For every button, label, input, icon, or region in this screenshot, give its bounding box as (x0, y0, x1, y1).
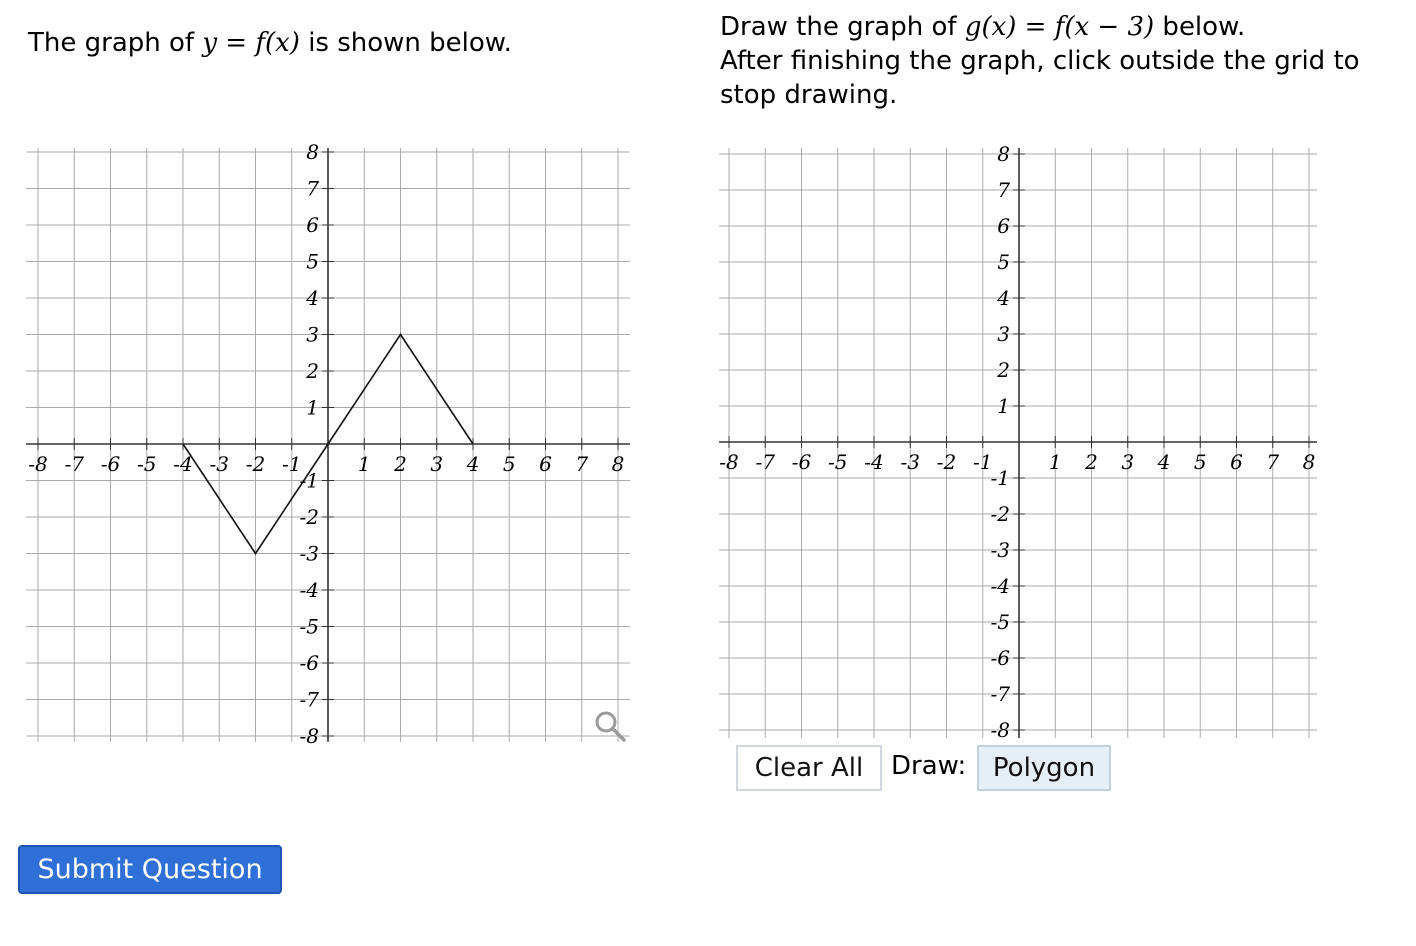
clear-all-button[interactable]: Clear All (736, 745, 882, 791)
left-graph-x-tick-label: -5 (137, 452, 157, 476)
right-graph-x-tick-label: 4 (1157, 450, 1171, 474)
right-graph-x-tick-label: 3 (1121, 450, 1135, 474)
right-graph-y-tick-label: -5 (990, 610, 1010, 634)
right-prompt-fx: f(x − 3) (1054, 12, 1155, 42)
right-prompt-gx: g(x) (964, 12, 1017, 42)
right-graph-y-tick-label: -8 (990, 718, 1010, 742)
right-graph-y-tick-label: -7 (990, 682, 1010, 706)
right-graph-x-tick-label: 8 (1302, 450, 1316, 474)
left-graph-y-tick-label: -2 (299, 505, 319, 529)
left-prompt-prefix: The graph of (28, 28, 203, 58)
left-graph-y-tick-label: 2 (306, 359, 319, 383)
left-graph-x-tick-label: -1 (282, 452, 302, 476)
left-graph-y-tick-label: 3 (306, 322, 319, 347)
left-prompt-eq: = (217, 28, 256, 58)
left-graph-x-tick-label: -7 (64, 452, 84, 476)
left-graph-y-tick-label: 6 (306, 213, 319, 237)
right-graph-y-tick-label: 4 (997, 286, 1010, 310)
right-prompt-instructions: After finishing the graph, click outside the grid to stop drawing. (720, 46, 1360, 110)
right-graph-y-tick-label: 6 (997, 214, 1010, 238)
right-graph-x-tick-label: -1 (973, 450, 993, 474)
left-graph-y-tick-label: 8 (306, 140, 319, 164)
left-graph-y-tick-label: -1 (299, 468, 319, 493)
left-graph-y-tick-label: -7 (299, 687, 319, 712)
left-graph-x-tick-label: -2 (245, 452, 266, 476)
left-graph-y-tick-label: -4 (299, 578, 319, 602)
right-graph-y-tick-label: 5 (997, 250, 1010, 274)
left-graph-y-tick-label: -3 (299, 541, 319, 566)
right-graph-y-tick-label: 7 (997, 178, 1010, 202)
right-graph-x-tick-label: -5 (828, 450, 848, 474)
left-graph-x-tick-label: 6 (539, 452, 552, 476)
right-graph-x-tick-label: -7 (755, 450, 775, 474)
left-prompt-y: y (202, 28, 218, 58)
left-graph-y-tick-label: -8 (299, 724, 319, 748)
left-graph-y-tick-label: 4 (306, 286, 319, 310)
right-graph-y-tick-label: -6 (990, 646, 1010, 670)
right-graph-x-tick-label: 5 (1193, 450, 1207, 474)
left-graph-x-tick-label: 8 (611, 452, 625, 476)
left-graph-x-tick-label: 5 (502, 452, 516, 476)
right-graph-y-tick-label: 1 (997, 394, 1010, 418)
right-graph-x-tick-label: 2 (1085, 450, 1098, 474)
left-graph-y-tick-label: 7 (306, 176, 319, 201)
right-graph-x-tick-label: 7 (1266, 450, 1280, 474)
submit-question-button[interactable]: Submit Question (18, 845, 282, 894)
right-graph-y-tick-label: -4 (990, 574, 1010, 598)
polygon-button[interactable]: Polygon (977, 745, 1111, 791)
left-graph-x-tick-label: -4 (173, 452, 193, 476)
left-graph-y-tick-label: -6 (299, 651, 319, 675)
left-graph-y-tick-label: 5 (306, 249, 319, 274)
right-prompt-draw: Draw the graph of (720, 12, 965, 42)
right-graph-x-tick-label: -4 (864, 450, 884, 474)
left-graph-y-tick-label: 1 (306, 395, 319, 420)
right-graph-y-tick-label: 3 (997, 322, 1010, 346)
draw-label: Draw: (891, 751, 967, 781)
left-graph-x-tick-label: 2 (394, 452, 407, 476)
left-graph-x-tick-label: -6 (100, 452, 121, 476)
right-graph-y-tick-label: -2 (990, 502, 1010, 526)
left-graph-x-tick-label: 7 (575, 452, 589, 476)
right-graph-y-tick-label: 2 (997, 358, 1010, 382)
right-graph-x-tick-label: -8 (719, 450, 739, 474)
right-graph-x-tick-label: 1 (1048, 450, 1062, 474)
left-graph-x-tick-label: -3 (209, 452, 229, 476)
right-graph-x-tick-label: -6 (791, 450, 812, 474)
right-graph-y-tick-label: -3 (990, 538, 1010, 562)
left-graph-x-tick-label: 1 (357, 452, 371, 476)
right-graph-y-tick-label: 8 (997, 142, 1010, 166)
right-prompt-below: below. (1154, 12, 1246, 42)
left-graph-y-tick-label: -5 (299, 614, 319, 639)
left-prompt-suffix: is shown below. (299, 28, 512, 58)
left-graph-x-tick-label: 4 (466, 452, 480, 476)
left-prompt-fx: f(x) (255, 28, 300, 58)
right-graph-x-tick-label: -2 (936, 450, 957, 474)
right-graph-x-tick-label: 6 (1230, 450, 1243, 474)
left-graph-x-tick-label: -8 (28, 452, 48, 476)
right-graph-x-tick-label: -3 (900, 450, 920, 474)
right-graph-y-tick-label: -1 (990, 466, 1010, 490)
right-prompt-eq: = (1016, 12, 1055, 42)
left-graph-x-tick-label: 3 (430, 452, 444, 476)
